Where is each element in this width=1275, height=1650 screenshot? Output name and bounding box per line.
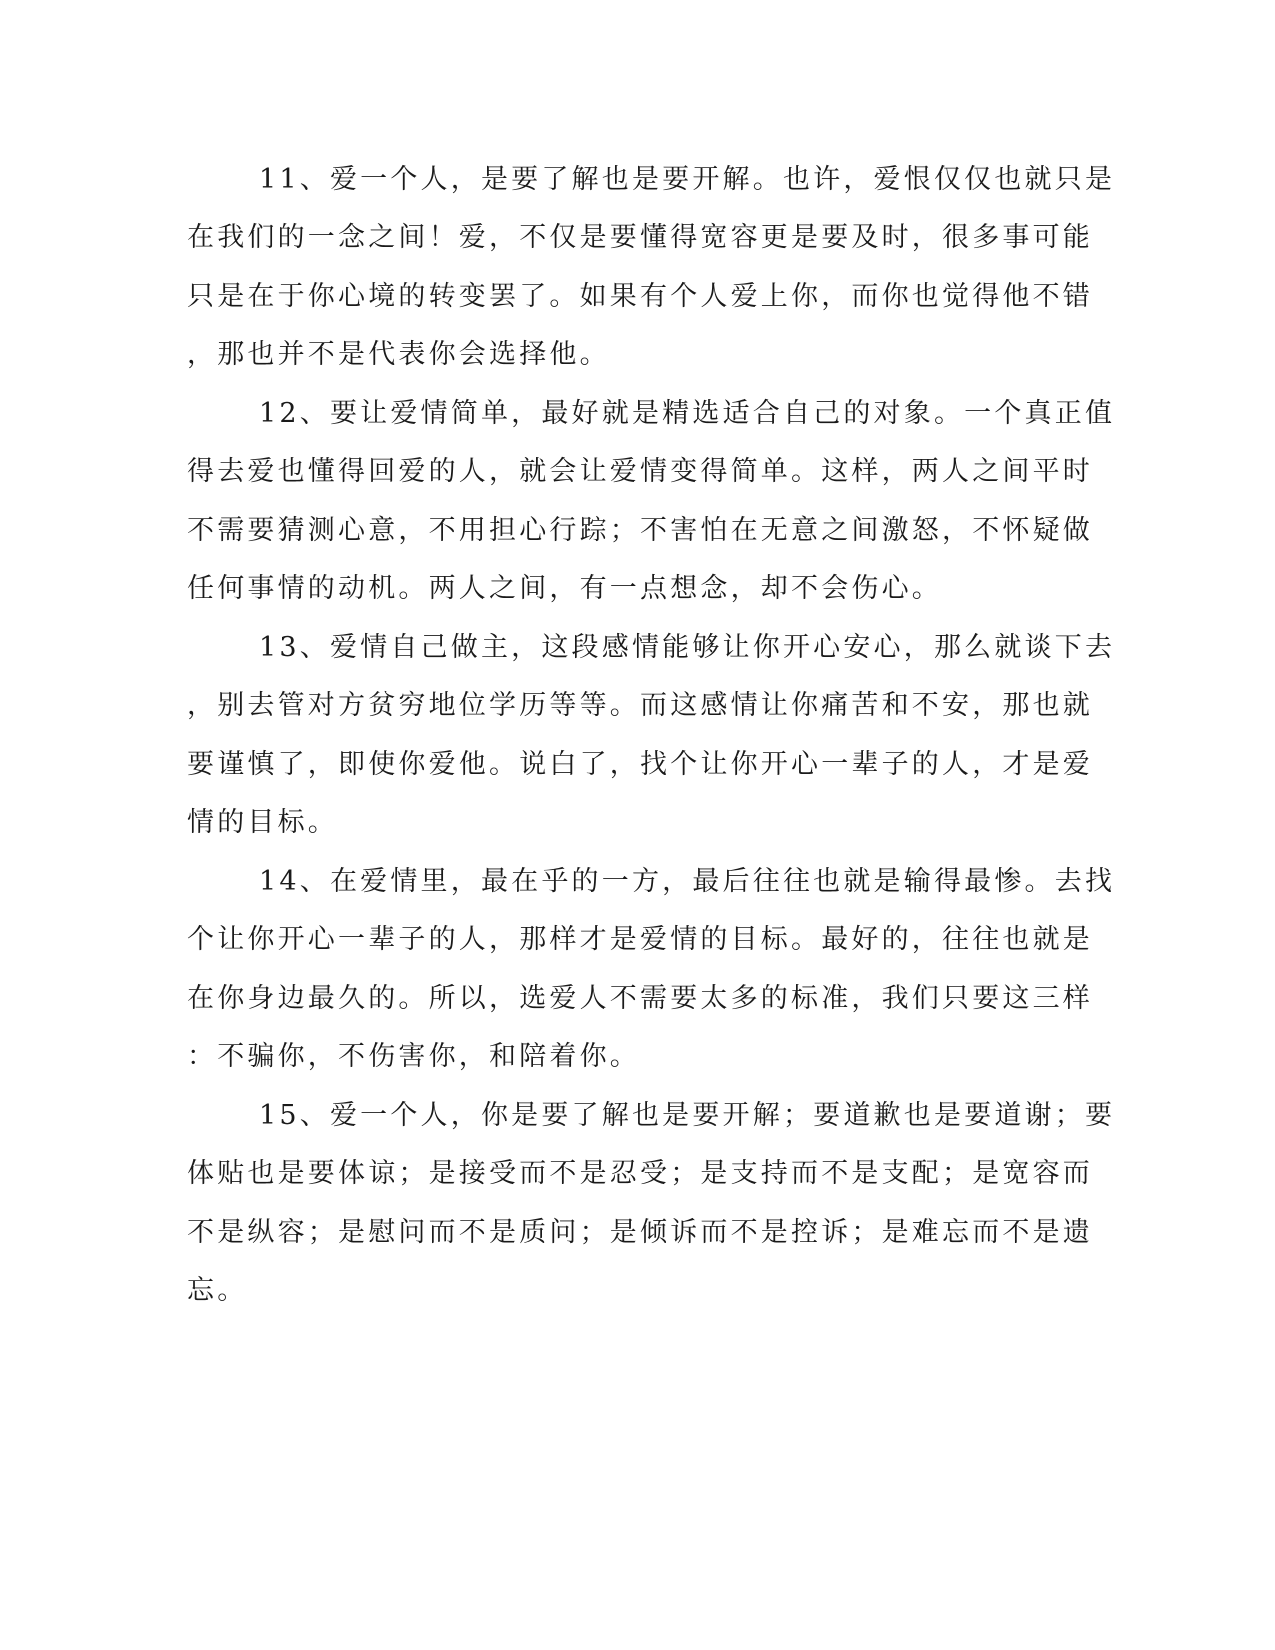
paragraph-13-line-3: 要谨慎了，即使你爱他。说白了，找个让你开心一辈子的人，才是爱 xyxy=(187,749,1093,780)
paragraph-15-line-2: 体贴也是要体谅；是接受而不是忍受；是支持而不是支配；是宽容而 xyxy=(187,1158,1093,1189)
paragraph-15-line-4: 忘。 xyxy=(187,1275,248,1306)
paragraph-13-line-1: 13、爱情自己做主，这段感情能够让你开心安心，那么就谈下去 xyxy=(259,632,1116,663)
paragraph-13-line-4: 情的目标。 xyxy=(187,807,338,838)
paragraph-14-line-1: 14、在爱情里，最在乎的一方，最后往往也就是输得最惨。去找 xyxy=(259,866,1116,897)
paragraph-12-line-4: 任何事情的动机。两人之间，有一点想念，却不会伤心。 xyxy=(187,573,942,604)
paragraph-11-line-4: ，那也并不是代表你会选择他。 xyxy=(187,339,610,370)
paragraph-13-line-2: ，别去管对方贫穷地位学历等等。而这感情让你痛苦和不安，那也就 xyxy=(187,690,1093,721)
paragraph-14-line-3: 在你身边最久的。所以，选爱人不需要太多的标准，我们只要这三样 xyxy=(187,983,1093,1014)
paragraph-11-line-1: 11、爱一个人，是要了解也是要开解。也许，爱恨仅仅也就只是 xyxy=(259,164,1116,195)
paragraph-11-line-2: 在我们的一念之间！爱，不仅是要懂得宽容更是要及时，很多事可能 xyxy=(187,222,1093,253)
paragraph-12-line-1: 12、要让爱情简单，最好就是精选适合自己的对象。一个真正值 xyxy=(259,398,1116,429)
paragraph-12-line-2: 得去爱也懂得回爱的人，就会让爱情变得简单。这样，两人之间平时 xyxy=(187,456,1093,487)
paragraph-15-line-3: 不是纵容；是慰问而不是质问；是倾诉而不是控诉；是难忘而不是遗 xyxy=(187,1217,1093,1248)
paragraph-14-line-4: ：不骗你，不伤害你，和陪着你。 xyxy=(187,1041,640,1072)
paragraph-11-line-3: 只是在于你心境的转变罢了。如果有个人爱上你，而你也觉得他不错 xyxy=(187,281,1093,312)
paragraph-14-line-2: 个让你开心一辈子的人，那样才是爱情的目标。最好的，往往也就是 xyxy=(187,924,1093,955)
paragraph-12-line-3: 不需要猜测心意，不用担心行踪；不害怕在无意之间激怒，不怀疑做 xyxy=(187,515,1093,546)
paragraph-15-line-1: 15、爱一个人，你是要了解也是要开解；要道歉也是要道谢；要 xyxy=(259,1100,1116,1131)
